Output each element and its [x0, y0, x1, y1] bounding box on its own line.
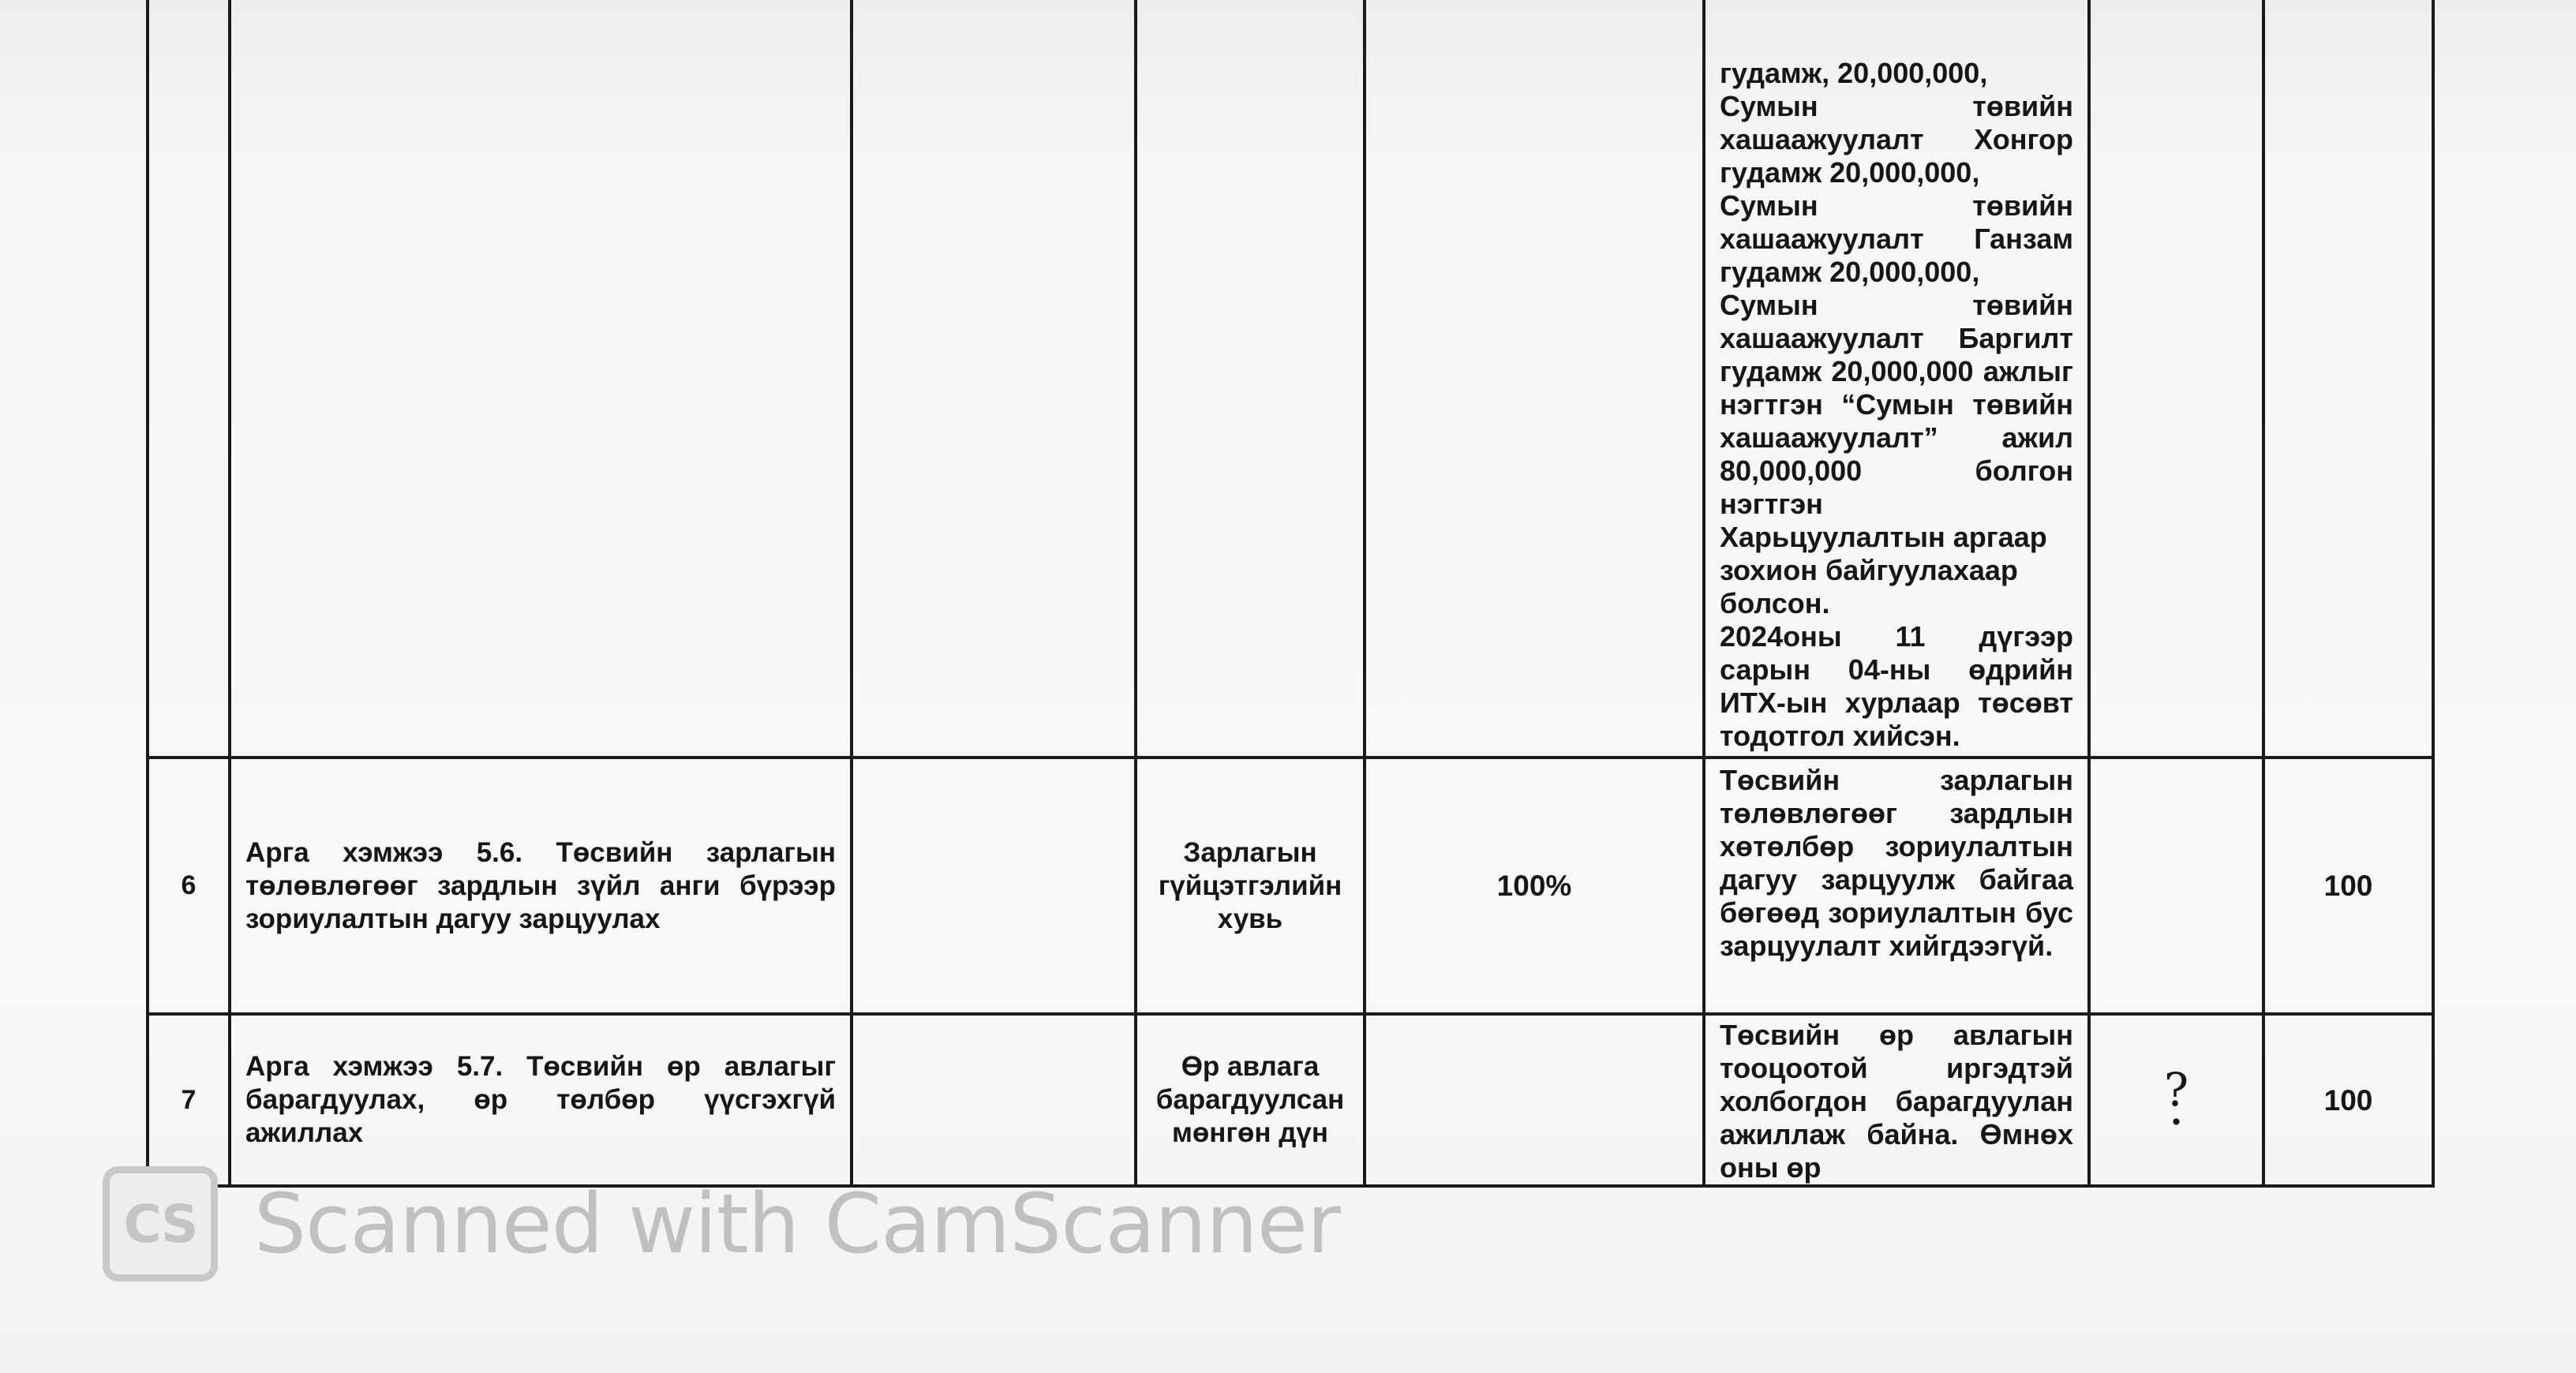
baseline-cell: [1365, 1014, 1704, 1186]
note-cell: [2089, 0, 2263, 758]
empty-cell: [852, 1014, 1136, 1186]
row-number: 6: [148, 758, 230, 1014]
watermark-text: Scanned with CamScanner: [254, 1176, 1340, 1272]
table-row: [148, 1014, 2433, 1186]
baseline-cell: 100%: [1365, 758, 1704, 1014]
table-row: [148, 758, 2433, 1014]
empty-cell: [852, 0, 1136, 758]
note-cell: [2089, 758, 2263, 1014]
fact-line: Сумын төвийн хашаажуулалт Хонгор гудамж 20,000,000,: [1720, 90, 2073, 189]
fact-line: Сумын төвийн хашаажуулалт Ганзам гудамж 20,000,000,: [1720, 189, 2073, 288]
camscanner-logo-icon: CS: [103, 1166, 218, 1281]
handwritten-dot: •: [2170, 1109, 2183, 1135]
fact-line: гудамж, 20,000,000,: [1720, 57, 1988, 89]
row-number: 7: [148, 1014, 230, 1186]
fact-line: Харьцуулалтын аргаар зохион байгуулахаар болсон.: [1720, 521, 2047, 619]
fact-line: Сумын төвийн хашаажуулалт Баргилт гудамж 20,000,000 ажлыг нэгтгэн “Сумын төвийн хашаажуулалт” ажил 80,000,000 болгон нэгтгэн: [1720, 289, 2073, 520]
note-cell: [2089, 1014, 2263, 1186]
baseline-cell: [1365, 0, 1704, 758]
action-cell: [230, 0, 852, 758]
fact-cell: [1704, 1014, 2089, 1186]
fact-line: 2024оны 11 дүгээр сарын 04-ны өдрийн ИТХ-ын хурлаар төсөвт тодотгол хийсэн.: [1720, 620, 2073, 752]
camscanner-watermark: [103, 1166, 1340, 1281]
fact-line: Төсвийн өр авлагын тооцоотой иргэдтэй холбогдон барагдуулан ажиллаж байна. Өмнөх оны өр: [1720, 1019, 2073, 1184]
score-cell: 100: [2263, 1014, 2433, 1186]
handwritten-question-mark: ?: [2163, 1062, 2189, 1117]
indicator-cell: [1136, 0, 1365, 758]
score-cell: 100: [2263, 758, 2433, 1014]
action-cell: Арга хэмжээ 5.6. Төсвийн зарлагын төлөвлөгөөг зардлын зүйл анги бүрээр зориулалтын дагуу зарцуулах: [230, 758, 852, 1014]
indicator-cell: Зарлагын гүйцэтгэлийн хувь: [1136, 758, 1365, 1014]
report-table: [146, 0, 2432, 1184]
score-cell: [2263, 0, 2433, 758]
row-number: [148, 0, 230, 758]
fact-cell: [1704, 758, 2089, 1014]
table-row: [148, 0, 2433, 758]
fact-cell: [1704, 0, 2089, 758]
action-cell: Арга хэмжээ 5.7. Төсвийн өр авлагыг барагдуулах, өр төлбөр үүсгэхгүй ажиллах: [230, 1014, 852, 1186]
indicator-cell: Өр авлага барагдуулсан мөнгөн дүн: [1136, 1014, 1365, 1186]
fact-line: Төсвийн зарлагын төлөвлөгөөг зардлын хөтөлбөр зориулалтын дагуу зарцуулж байгаа бөгөөд зориулалтын бус зарцуулалт хийгдээгүй.: [1720, 764, 2073, 962]
empty-cell: [852, 758, 1136, 1014]
